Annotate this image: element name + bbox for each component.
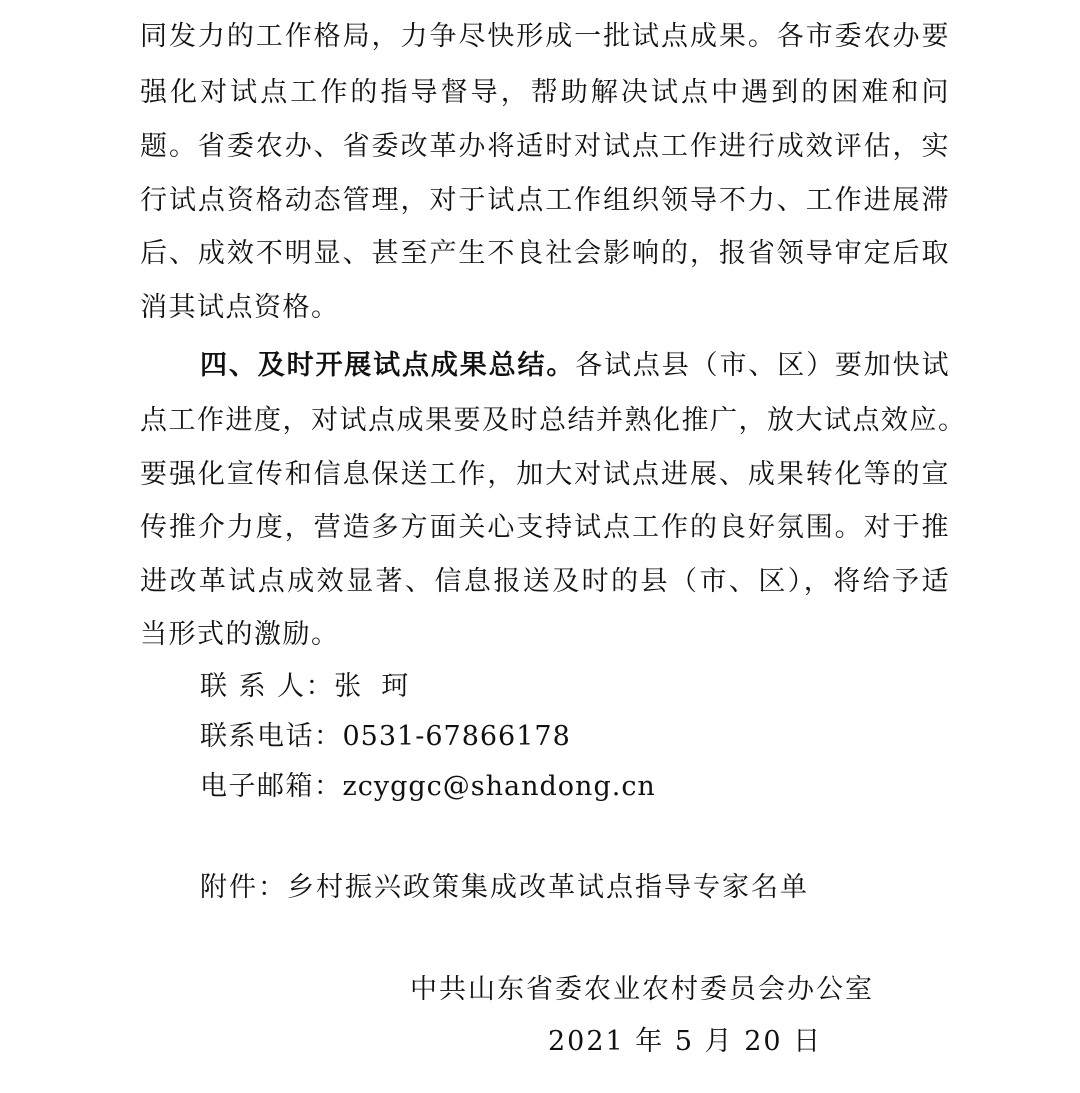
paragraph-line: 当形式的激励。 — [140, 619, 340, 650]
signature-date: 2021 年 5 月 20 日 — [548, 1026, 823, 1057]
paragraph-line: 点工作进度，对试点成果要及时总结并熟化推广，放大试点效应。 — [140, 405, 967, 436]
paragraph-line: 要强化宣传和信息保送工作，加大对试点进展、成果转化等的宣 — [140, 459, 950, 490]
attachment-line: 附件：乡村振兴政策集成改革试点指导专家名单 — [200, 872, 809, 903]
contact-person-value: 张 珂 — [334, 671, 410, 702]
contact-phone — [200, 720, 571, 754]
contact-email-label: 电子邮箱： — [200, 771, 343, 802]
section-text: 各试点县（市、区）要加快试 — [575, 350, 951, 381]
contact-phone-value: 0531-67866178 — [342, 721, 571, 752]
paragraph-line: 传推介力度，营造多方面关心支持试点工作的良好氛围。对于推 — [140, 512, 950, 543]
section-four-first-line — [200, 349, 950, 383]
contact-email — [200, 770, 656, 804]
contact-phone-label: 联系电话： — [200, 721, 343, 752]
paragraph-line: 题。省委农办、省委改革办将适时对试点工作进行成效评估，实 — [140, 131, 950, 162]
contact-person-label: 联 系 人： — [200, 671, 335, 702]
paragraph-line: 消其试点资格。 — [140, 292, 340, 323]
paragraph-line: 强化对试点工作的指导督导，帮助解决试点中遇到的困难和问 — [140, 77, 950, 108]
paragraph-line: 同发力的工作格局，力争尽快形成一批试点成果。各市委农办要 — [140, 21, 950, 52]
contact-person — [200, 670, 409, 704]
section-heading: 四、及时开展试点成果总结。 — [200, 350, 576, 381]
paragraph-line: 后、成效不明显、甚至产生不良社会影响的，报省领导审定后取 — [140, 238, 950, 269]
paragraph-line: 进改革试点成效显著、信息报送及时的县（市、区），将给予适 — [140, 566, 950, 597]
signature-org: 中共山东省委农业农村委员会办公室 — [410, 974, 874, 1005]
paragraph-line: 行试点资格动态管理，对于试点工作组织领导不力、工作进展滞 — [140, 185, 950, 216]
contact-email-value: zcyggc@shandong.cn — [342, 771, 656, 802]
